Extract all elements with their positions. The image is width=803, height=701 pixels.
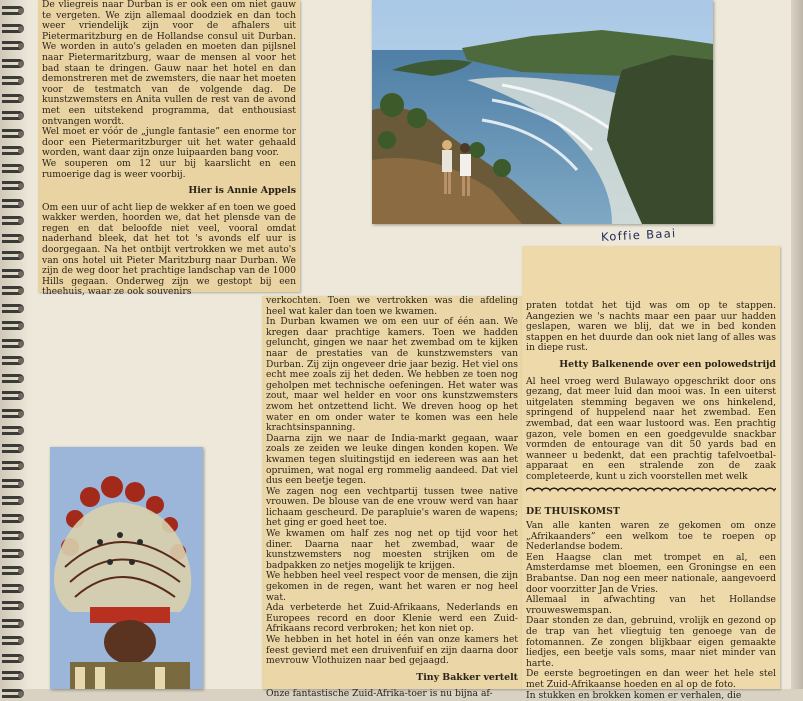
binding-hole (18, 201, 24, 207)
photo-caption: Koffie Baai (600, 226, 677, 244)
spiral-binding (0, 0, 30, 689)
binding-hole (18, 288, 24, 294)
binding-hole (18, 603, 24, 609)
clipping-paragraph: In Durban kwamen we om een uur of één aan. We kregen daar prachtige kamers. Toen we hadden geluncht, gingen we naar het zwembad om te kijken naar de prestaties van de kunstzwemsters van Durban. Zij zijn ongeveer drie jaar bezig. Het viel ons echt mee zoals zij het deden. We hebben ze toen nog geholpen met technische oefeningen. Het water was zout, maar wel helder en voor ons kunstzwemsters zwom het ontzettend licht. We dreven hoog op het water en om onder water te komen was een hele krachtsinspanning. (266, 316, 518, 434)
binding-hole (18, 621, 24, 627)
binding-hole (18, 113, 24, 119)
binding-hole (18, 78, 24, 84)
binding-hole (18, 656, 24, 662)
binding-hole (18, 638, 24, 644)
binding-hole (18, 428, 24, 434)
coast-photo (372, 0, 713, 224)
clipping-heading-thuiskomst: DE THUISKOMST (526, 505, 620, 517)
clipping-paragraph: Een Haagse clan met trompet en al, een Amsterdamse met bloemen, een Groningse en een Brabantse. Dan nog een meer nationale, aangevoerd door voorzitter Jan de Vries. (526, 551, 776, 595)
binding-hole (18, 551, 24, 557)
binding-hole (18, 306, 24, 312)
binding-hole (18, 341, 24, 347)
binding-hole (18, 586, 24, 592)
binding-hole (18, 463, 24, 469)
binding-hole (18, 166, 24, 172)
binding-hole (18, 148, 24, 154)
clipping-heading-tiny-bakker: Tiny Bakker vertelt (416, 671, 518, 683)
page-edge (791, 0, 803, 689)
binding-hole (18, 516, 24, 522)
clipping-paragraph: In stukken en brokken komen er verhalen, die (526, 689, 742, 701)
binding-hole (18, 498, 24, 504)
clipping-paragraph: De vliegreis naar Durban is er ook een om niet gauw te vergeten. We zijn allemaal doodziek en dan toch weer vriendelijk zijn voor de afhalers uit Pietermaritzburg en de Hollandse consul uit Durban. We worden in auto's geladen en moeten dan pijlsnel naar Pietermaritzburg, waar de mensen al voor het bad staan te dringen. Gauw naar het hotel en dan demonstreren met de zwemsters, die naar het moeten voor de testmatch van de volgende dag. De kunstzwemsters en Anita vullen de rest van de avond met een uitstekend programma, dat enthousiast ontvangen wordt. (42, 0, 296, 127)
clipping-paragraph: We zagen nog een vechtpartij tussen twee native vrouwen. De blouse van de ene vrouw werd van haar lichaam gescheurd. De parapluie's waren de wapens; het ging er goed heet toe. (266, 485, 518, 529)
clipping-paragraph: Daarna zijn we naar de India-markt gegaan, waar zoals ze zeiden we leuke dingen konden kopen. We kwamen tegen sluitingstijd en iedereen was aan het opruimen, wat nogal erg rommelig aandeed. Dat viel dus een beetje tegen. (266, 432, 518, 487)
binding-hole (18, 358, 24, 364)
clipping-paragraph: Onze fantastische Zuid-Afrika-toer is nu bijna af- (266, 688, 493, 700)
coast-photo-image (372, 0, 713, 224)
clipping-paragraph: Wel moet er vóór de „jungle fantasie” een enorme tor door een Pietermaritzburger uit het water gehaald worden, want daar zijn onze luipaarden bang voor. (42, 126, 296, 159)
dancer-photo (50, 447, 203, 689)
binding-hole (18, 218, 24, 224)
binding-hole (18, 446, 24, 452)
newspaper-clipping-right (522, 246, 780, 701)
binding-hole (18, 96, 24, 102)
clipping-paragraph: praten totdat het tijd was om op te stappen. Aangezien we 's nachts maar een paar uur hadden geslapen, waren we blij, dat we in bed konden stappen en het duurde dan ook niet lang of alles was in diepe rust. (526, 300, 776, 354)
binding-hole (18, 393, 24, 399)
binding-hole (18, 183, 24, 189)
clipping-paragraph: We hebben heel veel respect voor de mensen, die zijn gekomen in de regen, want het waren er nog heel wat. (266, 570, 518, 603)
binding-hole (18, 376, 24, 382)
clipping-paragraph: verkochten. Toen we vertrokken was die afdeling heel wat kaler dan toen we kwamen. (266, 295, 518, 317)
clipping-heading-annie-appels: Hier is Annie Appels (188, 185, 296, 197)
binding-hole (18, 271, 24, 277)
clipping-paragraph: Daar stonden ze dan, gebruind, vrolijk en gezond op de trap van het vliegtuig ten genoege van de fotomannen. Ze zongen blijkbaar eigen gemaakte liedjes, een beetje vals soms, maar niet minder van harte. (526, 615, 776, 669)
binding-hole (18, 236, 24, 242)
clipping-paragraph: Allemaal in afwachting van het Hollandse vrouweswemspan. (526, 594, 776, 616)
binding-hole (18, 481, 24, 487)
binding-hole (18, 61, 24, 67)
binding-hole (18, 533, 24, 539)
clipping-paragraph: Al heel vroeg werd Bulawayo opgeschrikt door ons gezang, dat meer luid dan mooi was. In een uiterst uitgelaten stemming begaven we ons hinkelend, springend of huppelend naar het zwembad. Een zwembad, dat een waar lustoord was. Een prachtig gazon, vele bomen en een goedgevulde snackbar vormden de entourage van dit 50 yards bad en wanneer u bedenkt, dat een prachtig tafelvoetbal-apparaat en een stralende zon de zaak completeerde, kunt u zich voorstellen met welk (526, 375, 776, 482)
dancer-photo-image (50, 447, 203, 689)
clipping-paragraph: We hebben in het hotel in één van onze kamers het feest gevierd met een druivenfuif en zijn daarna door mevrouw Vlothuizen naar bed gejaagd. (266, 634, 518, 667)
binding-hole (18, 691, 24, 697)
binding-hole (18, 323, 24, 329)
binding-hole (18, 8, 24, 14)
binding-hole (18, 568, 24, 574)
clipping-paragraph: We souperen om 12 uur bij kaarslicht en een rumoerige dag is weer voorbij. (42, 157, 296, 180)
binding-hole (18, 411, 24, 417)
clipping-heading-hetty-balkenende: Hetty Balkenende over een polowedstrijd (559, 358, 776, 370)
binding-hole (18, 26, 24, 32)
binding-hole (18, 673, 24, 679)
clipping-paragraph: Om een uur of acht liep de wekker af en toen we goed wakker werden, hoorden we, dat het plensde van de regen en dat beloofde niet veel, vooral omdat naderhand bleek, dat het tot 's avonds elf uur is doorgegaan. Na het ontbijt vertrokken we met auto's van ons hotel uit Pieter Maritzburg naar Durban. We zijn de weg door het prachtige landschap van de 1000 Hills gegaan. Onderweg zijn we gestopt bij een theehuis, waar ze ook souvenirs (42, 201, 296, 298)
clipping-paragraph: Van alle kanten waren ze gekomen om onze „Afrikaanders” een welkom toe te roepen op Nederlandse bodem. (526, 520, 776, 553)
binding-hole (18, 131, 24, 137)
binding-hole (18, 43, 24, 49)
newspaper-clipping-middle (262, 295, 522, 700)
clipping-paragraph: We kwamen om half zes nog net op tijd voor het diner. Daarna naar het zwembad, waar de kunstzwemsters nog moesten strijken om de badpakken zo netjes mogelijk te krijgen. (266, 528, 518, 571)
clipping-paragraph: Ada verbeterde het Zuid-Afrikaans, Nederlands en Europees record en door Klenie werd een Zuid-Afrikaans record verbroken; het kon niet op. (266, 602, 518, 635)
newspaper-clipping-top (38, 0, 300, 298)
binding-hole (18, 253, 24, 259)
clipping-paragraph: De eerste begroetingen en dan weer het hele stel met Zuid-Afrikaanse hoeden en al op de foto. (526, 668, 776, 690)
wavy-divider (526, 487, 776, 495)
